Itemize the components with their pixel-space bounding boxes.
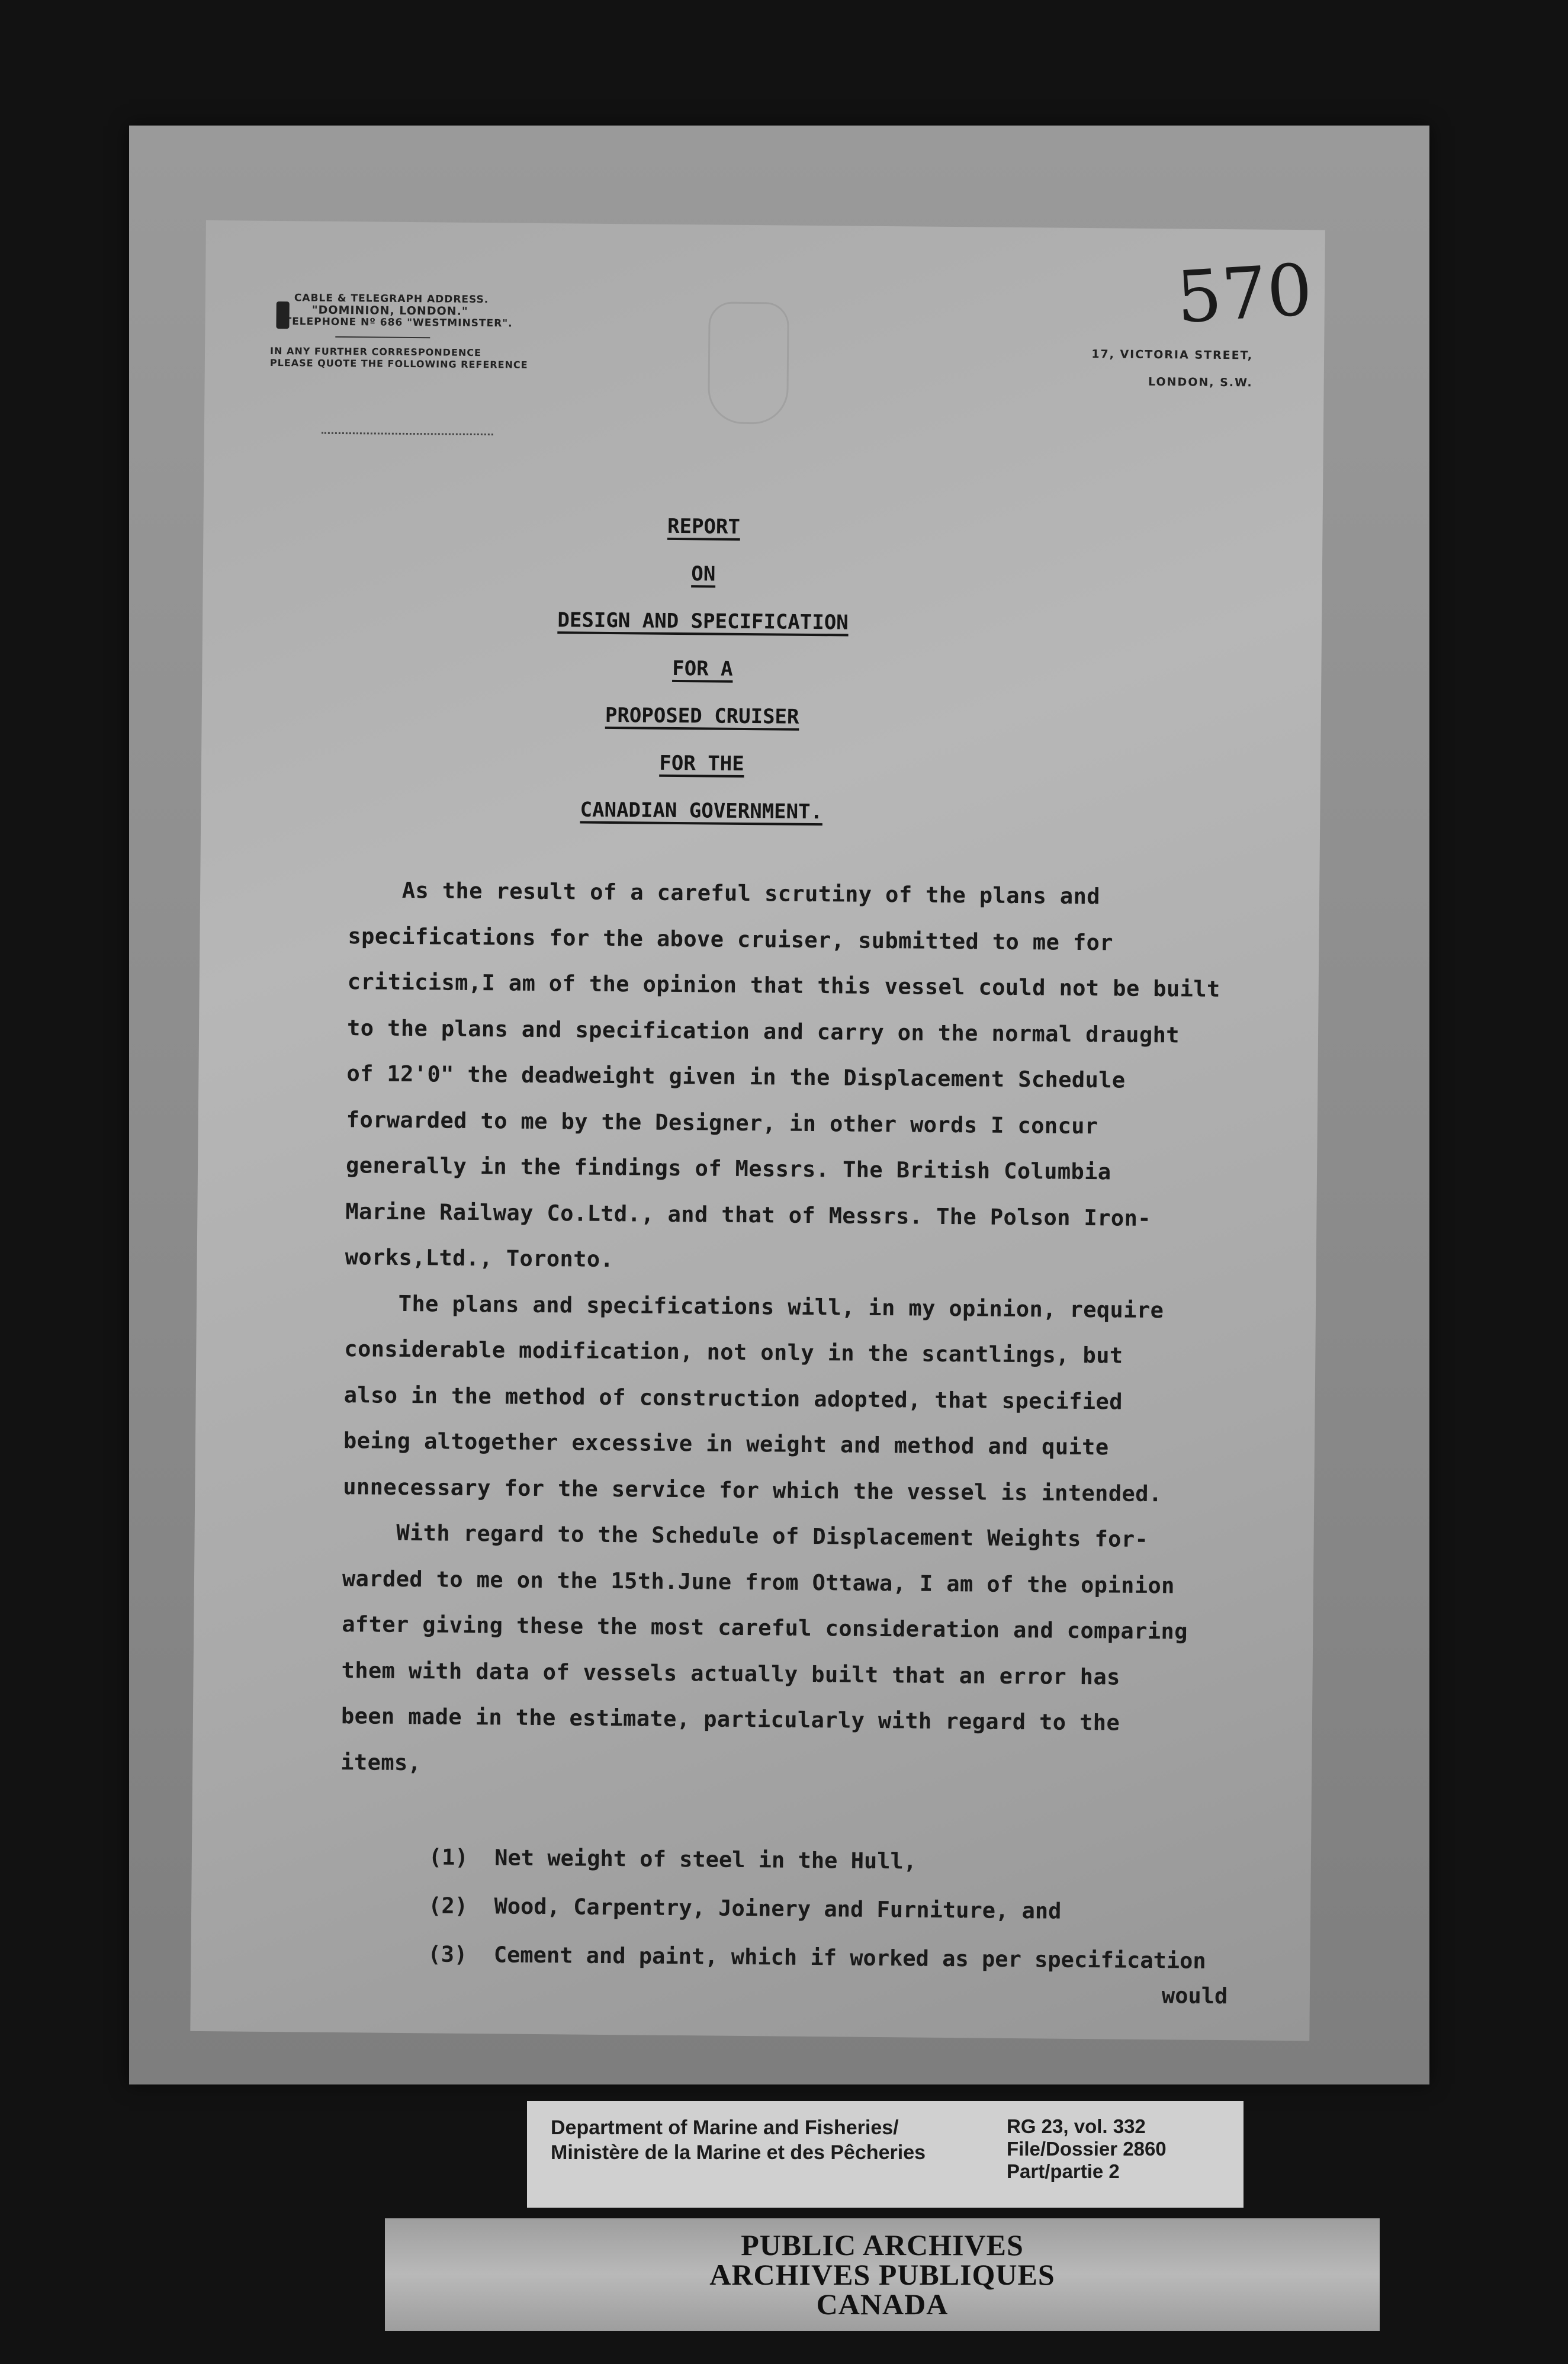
body-line: after giving these the most careful consideration and comparing	[342, 1611, 1188, 1644]
cable-address: CABLE & TELEGRAPH ADDRESS.	[294, 292, 489, 306]
body-line: been made in the estimate, particularly with regard to the	[340, 1703, 1120, 1736]
continuation-word: would	[1161, 1983, 1228, 2009]
body-line: With regard to the Schedule of Displacement Weights for-	[342, 1520, 1149, 1552]
address-street: 17, VICTORIA STREET,	[1091, 348, 1254, 362]
body-line: to the plans and specification and carry on the normal draught	[346, 1014, 1180, 1048]
reference-dotted-line	[322, 432, 493, 436]
body-line: works,Ltd., Toronto.	[345, 1244, 614, 1273]
body-line: forwarded to me by the Designer, in other words I concur	[346, 1106, 1098, 1139]
body-line: unnecessary for the service for which the vessel is intended.	[343, 1473, 1162, 1507]
reference-note-2: PLEASE QUOTE THE FOLLOWING REFERENCE	[269, 356, 528, 371]
body-line: being altogether excessive in weight and method and quite	[343, 1428, 1109, 1460]
archive-reference: RG 23, vol. 332 File/Dossier 2860 Part/partie 2	[1007, 2115, 1167, 2182]
list-item: (1) Net weight of steel in the Hull,	[428, 1844, 917, 1874]
body-line: criticism,I am of the opinion that this vessel could not be built	[347, 969, 1220, 1002]
stamp-line: CANADA	[816, 2288, 949, 2321]
address-city: LONDON, S.W.	[1148, 375, 1253, 390]
public-archives-stamp	[385, 2218, 1380, 2331]
title-line: PROPOSED CRUISER	[605, 703, 799, 729]
title-line: DESIGN AND SPECIFICATION	[557, 608, 849, 635]
folio-number: 570	[1174, 249, 1315, 340]
sender-address	[1039, 340, 1253, 396]
body-line: warded to me on the 15th.June from Ottawa, I am of the opinion	[342, 1565, 1175, 1598]
body-line: As the result of a careful scrutiny of the plans and	[348, 877, 1101, 910]
body-line: considerable modification, not only in the scantlings, but	[344, 1336, 1123, 1369]
cable-name: "DOMINION, LONDON."	[311, 303, 468, 318]
letterhead-left	[270, 292, 531, 371]
report-body	[340, 867, 1272, 1793]
body-line: also in the method of construction adopted, that specified	[343, 1382, 1123, 1415]
item-list	[428, 1833, 1293, 1986]
title-line: FOR A	[672, 656, 733, 681]
body-line: specifications for the above cruiser, submitted to me for	[348, 923, 1114, 955]
body-line: them with data of vessels actually built that an error has	[341, 1657, 1120, 1690]
title-line: ON	[691, 562, 716, 586]
stamp-line: PUBLIC ARCHIVES	[741, 2228, 1024, 2262]
title-line: CANADIAN GOVERNMENT.	[580, 798, 823, 824]
list-item: (3) Cement and paint, which if worked as per specification	[428, 1941, 1206, 1974]
body-line: The plans and specifications will, in my opinion, require	[344, 1290, 1164, 1323]
body-line: of 12'0" the deadweight given in the Displacement Schedule	[346, 1061, 1126, 1093]
archive-reference-label	[527, 2101, 1244, 2208]
report-title	[349, 500, 1056, 837]
letterhead-rule	[335, 336, 430, 338]
title-line: REPORT	[667, 514, 741, 539]
body-line: items,	[340, 1749, 422, 1775]
body-line: Marine Railway Co.Ltd., and that of Messrs. The Polson Iron-	[345, 1198, 1152, 1231]
body-line: generally in the findings of Messrs. The British Columbia	[345, 1152, 1111, 1185]
stamp-line: ARCHIVES PUBLIQUES	[709, 2258, 1055, 2291]
telephone: TELEPHONE Nº 686 "WESTMINSTER".	[284, 316, 513, 330]
list-item: (2) Wood, Carpentry, Joinery and Furniture, and	[428, 1893, 1062, 1924]
reference-note-1: IN ANY FURTHER CORRESPONDENCE	[269, 345, 482, 359]
title-line: FOR THE	[659, 751, 744, 776]
department-name: Department of Marine and Fisheries/ Ministère de la Marine et des Pêcheries	[551, 2116, 926, 2164]
letter-page	[190, 220, 1325, 2041]
watermark-crest	[708, 301, 789, 424]
